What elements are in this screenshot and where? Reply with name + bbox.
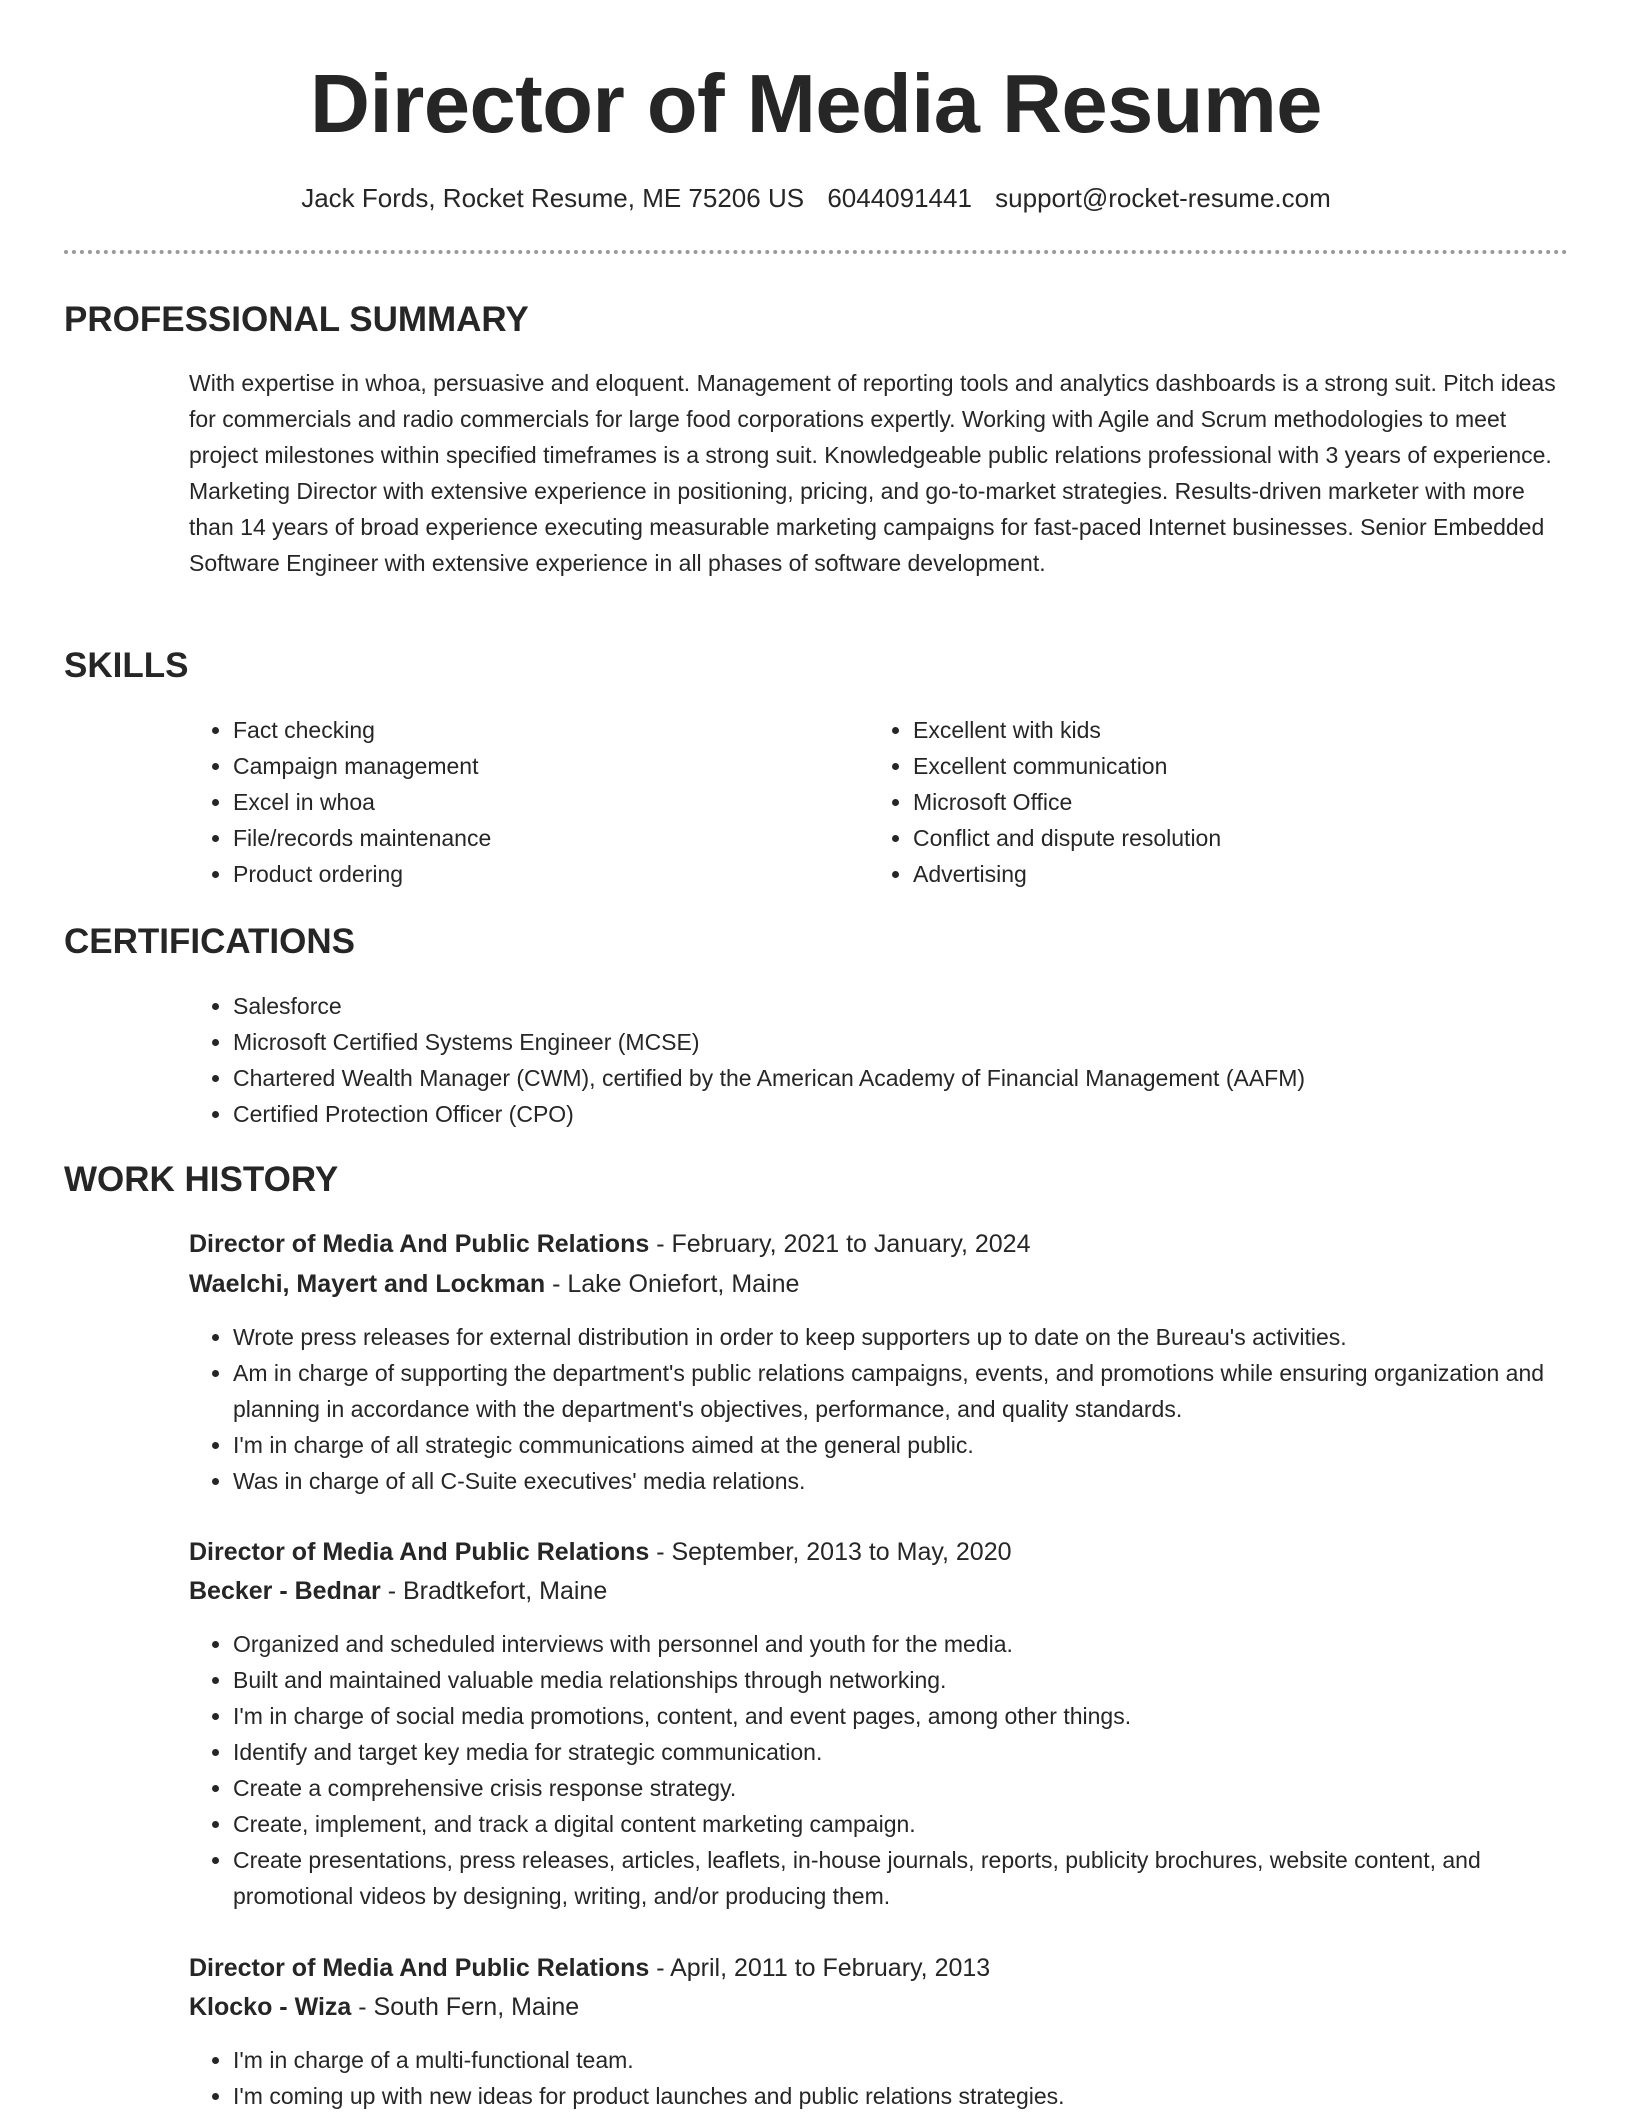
list-item: • Fact checking [233, 712, 829, 748]
job-bullet-list [189, 1319, 1559, 1499]
job-location: - South Fern, Maine [351, 1993, 580, 2021]
skills-heading: SKILLS [64, 646, 189, 685]
list-item: • I'm in charge of social media promotions, content, and event pages, among other things. [233, 1698, 1559, 1734]
page-title: Director of Media Resume [310, 57, 1322, 150]
job-dates: - February, 2021 to January, 2024 [649, 1230, 1031, 1258]
list-item: • Conflict and dispute resolution [913, 820, 1559, 856]
skills-left-list [189, 712, 829, 892]
list-item: • Create, implement, and track a digital content marketing campaign. [233, 1806, 1559, 1842]
certifications-heading: CERTIFICATIONS [64, 922, 356, 961]
contact-address: Jack Fords, Rocket Resume, ME 75206 US [301, 183, 805, 213]
job-bullet-list [189, 2042, 1559, 2114]
job-dates: - September, 2013 to May, 2020 [649, 1538, 1012, 1566]
skills-left-column [189, 712, 829, 892]
job-company-line [189, 1988, 579, 2026]
job-bullets [189, 1626, 1559, 1914]
list-item: • Create presentations, press releases, articles, leaflets, in-house journals, reports, publicity brochures, website content, and promotional videos by designing, writing, and/or producing them. [233, 1842, 1559, 1914]
list-item: • Organized and scheduled interviews with personnel and youth for the media. [233, 1626, 1559, 1662]
job-company: Klocko - Wiza [189, 1993, 352, 2021]
list-item: • Identify and target key media for strategic communication. [233, 1734, 1559, 1770]
certifications-list [189, 988, 1559, 1132]
list-item: • Was in charge of all C-Suite executives' media relations. [233, 1463, 1559, 1499]
job-location: - Lake Oniefort, Maine [545, 1270, 800, 1298]
list-item: • Create a comprehensive crisis response strategy. [233, 1770, 1559, 1806]
list-item: • Salesforce [233, 988, 1559, 1024]
certifications-block [189, 988, 1559, 1132]
job-bullets [189, 1319, 1559, 1499]
job-title-line [189, 1533, 1012, 1571]
list-item: • Advertising [913, 856, 1559, 892]
job-company: Waelchi, Mayert and Lockman [189, 1270, 546, 1298]
job-title: Director of Media And Public Relations [189, 1230, 650, 1258]
job-title: Director of Media And Public Relations [189, 1954, 650, 1982]
list-item: • Am in charge of supporting the department's public relations campaigns, events, and promotions while ensuring organization and planning in accordance with the department's objectives, performance, and quality standards. [233, 1355, 1559, 1427]
job-title: Director of Media And Public Relations [189, 1538, 650, 1566]
contact-line [0, 180, 1632, 216]
contact-email: support@rocket-resume.com [995, 183, 1331, 213]
job-title-line [189, 1949, 990, 1987]
list-item: • Excel in whoa [233, 784, 829, 820]
list-item: • Excellent communication [913, 748, 1559, 784]
job-company: Becker - Bednar [189, 1577, 381, 1605]
list-item: • Excellent with kids [913, 712, 1559, 748]
list-item: • Wrote press releases for external distribution in order to keep supporters up to date on the Bureau's activities. [233, 1319, 1559, 1355]
job-title-line [189, 1225, 1031, 1263]
list-item: • Certified Protection Officer (CPO) [233, 1096, 1559, 1132]
list-item: • Microsoft Office [913, 784, 1559, 820]
job-company-line [189, 1572, 607, 1610]
list-item: • Chartered Wealth Manager (CWM), certified by the American Academy of Financial Management (AAFM) [233, 1060, 1559, 1096]
list-item: • I'm in charge of a multi-functional team. [233, 2042, 1559, 2078]
list-item: • Campaign management [233, 748, 829, 784]
list-item: • Built and maintained valuable media relationships through networking. [233, 1662, 1559, 1698]
skills-right-column [869, 712, 1559, 892]
list-item: • Microsoft Certified Systems Engineer (MCSE) [233, 1024, 1559, 1060]
job-bullet-list [189, 1626, 1559, 1914]
summary-heading: PROFESSIONAL SUMMARY [64, 300, 529, 339]
job-location: - Bradtkefort, Maine [380, 1577, 608, 1605]
job-company-line [189, 1265, 799, 1303]
summary-text: With expertise in whoa, persuasive and eloquent. Management of reporting tools and analytics dashboards is a strong suit. Pitch ideas for commercials and radio commercials for large food corporations expertly. Working with Agile and Scrum methodologies to meet project milestones within specified timeframes is a strong suit. Knowledgeable public relations professional with 3 years of experience. Marketing Director with extensive experience in positioning, pricing, and go-to-market strategies. Results-driven marketer with more than 14 years of broad experience executing measurable marketing campaigns for fast-paced Internet businesses. Senior Embedded Software Engineer with extensive experience in all phases of software development. [189, 370, 1556, 576]
work-history-heading: WORK HISTORY [64, 1160, 339, 1199]
job-bullets [189, 2042, 1559, 2114]
list-item: • File/records maintenance [233, 820, 829, 856]
job-dates: - April, 2011 to February, 2013 [649, 1954, 991, 1982]
skills-right-list [869, 712, 1559, 892]
list-item: • I'm coming up with new ideas for product launches and public relations strategies. [233, 2078, 1559, 2114]
contact-phone: 6044091441 [827, 183, 972, 213]
list-item: • Product ordering [233, 856, 829, 892]
list-item: • I'm in charge of all strategic communications aimed at the general public. [233, 1427, 1559, 1463]
header-divider [64, 250, 1568, 254]
